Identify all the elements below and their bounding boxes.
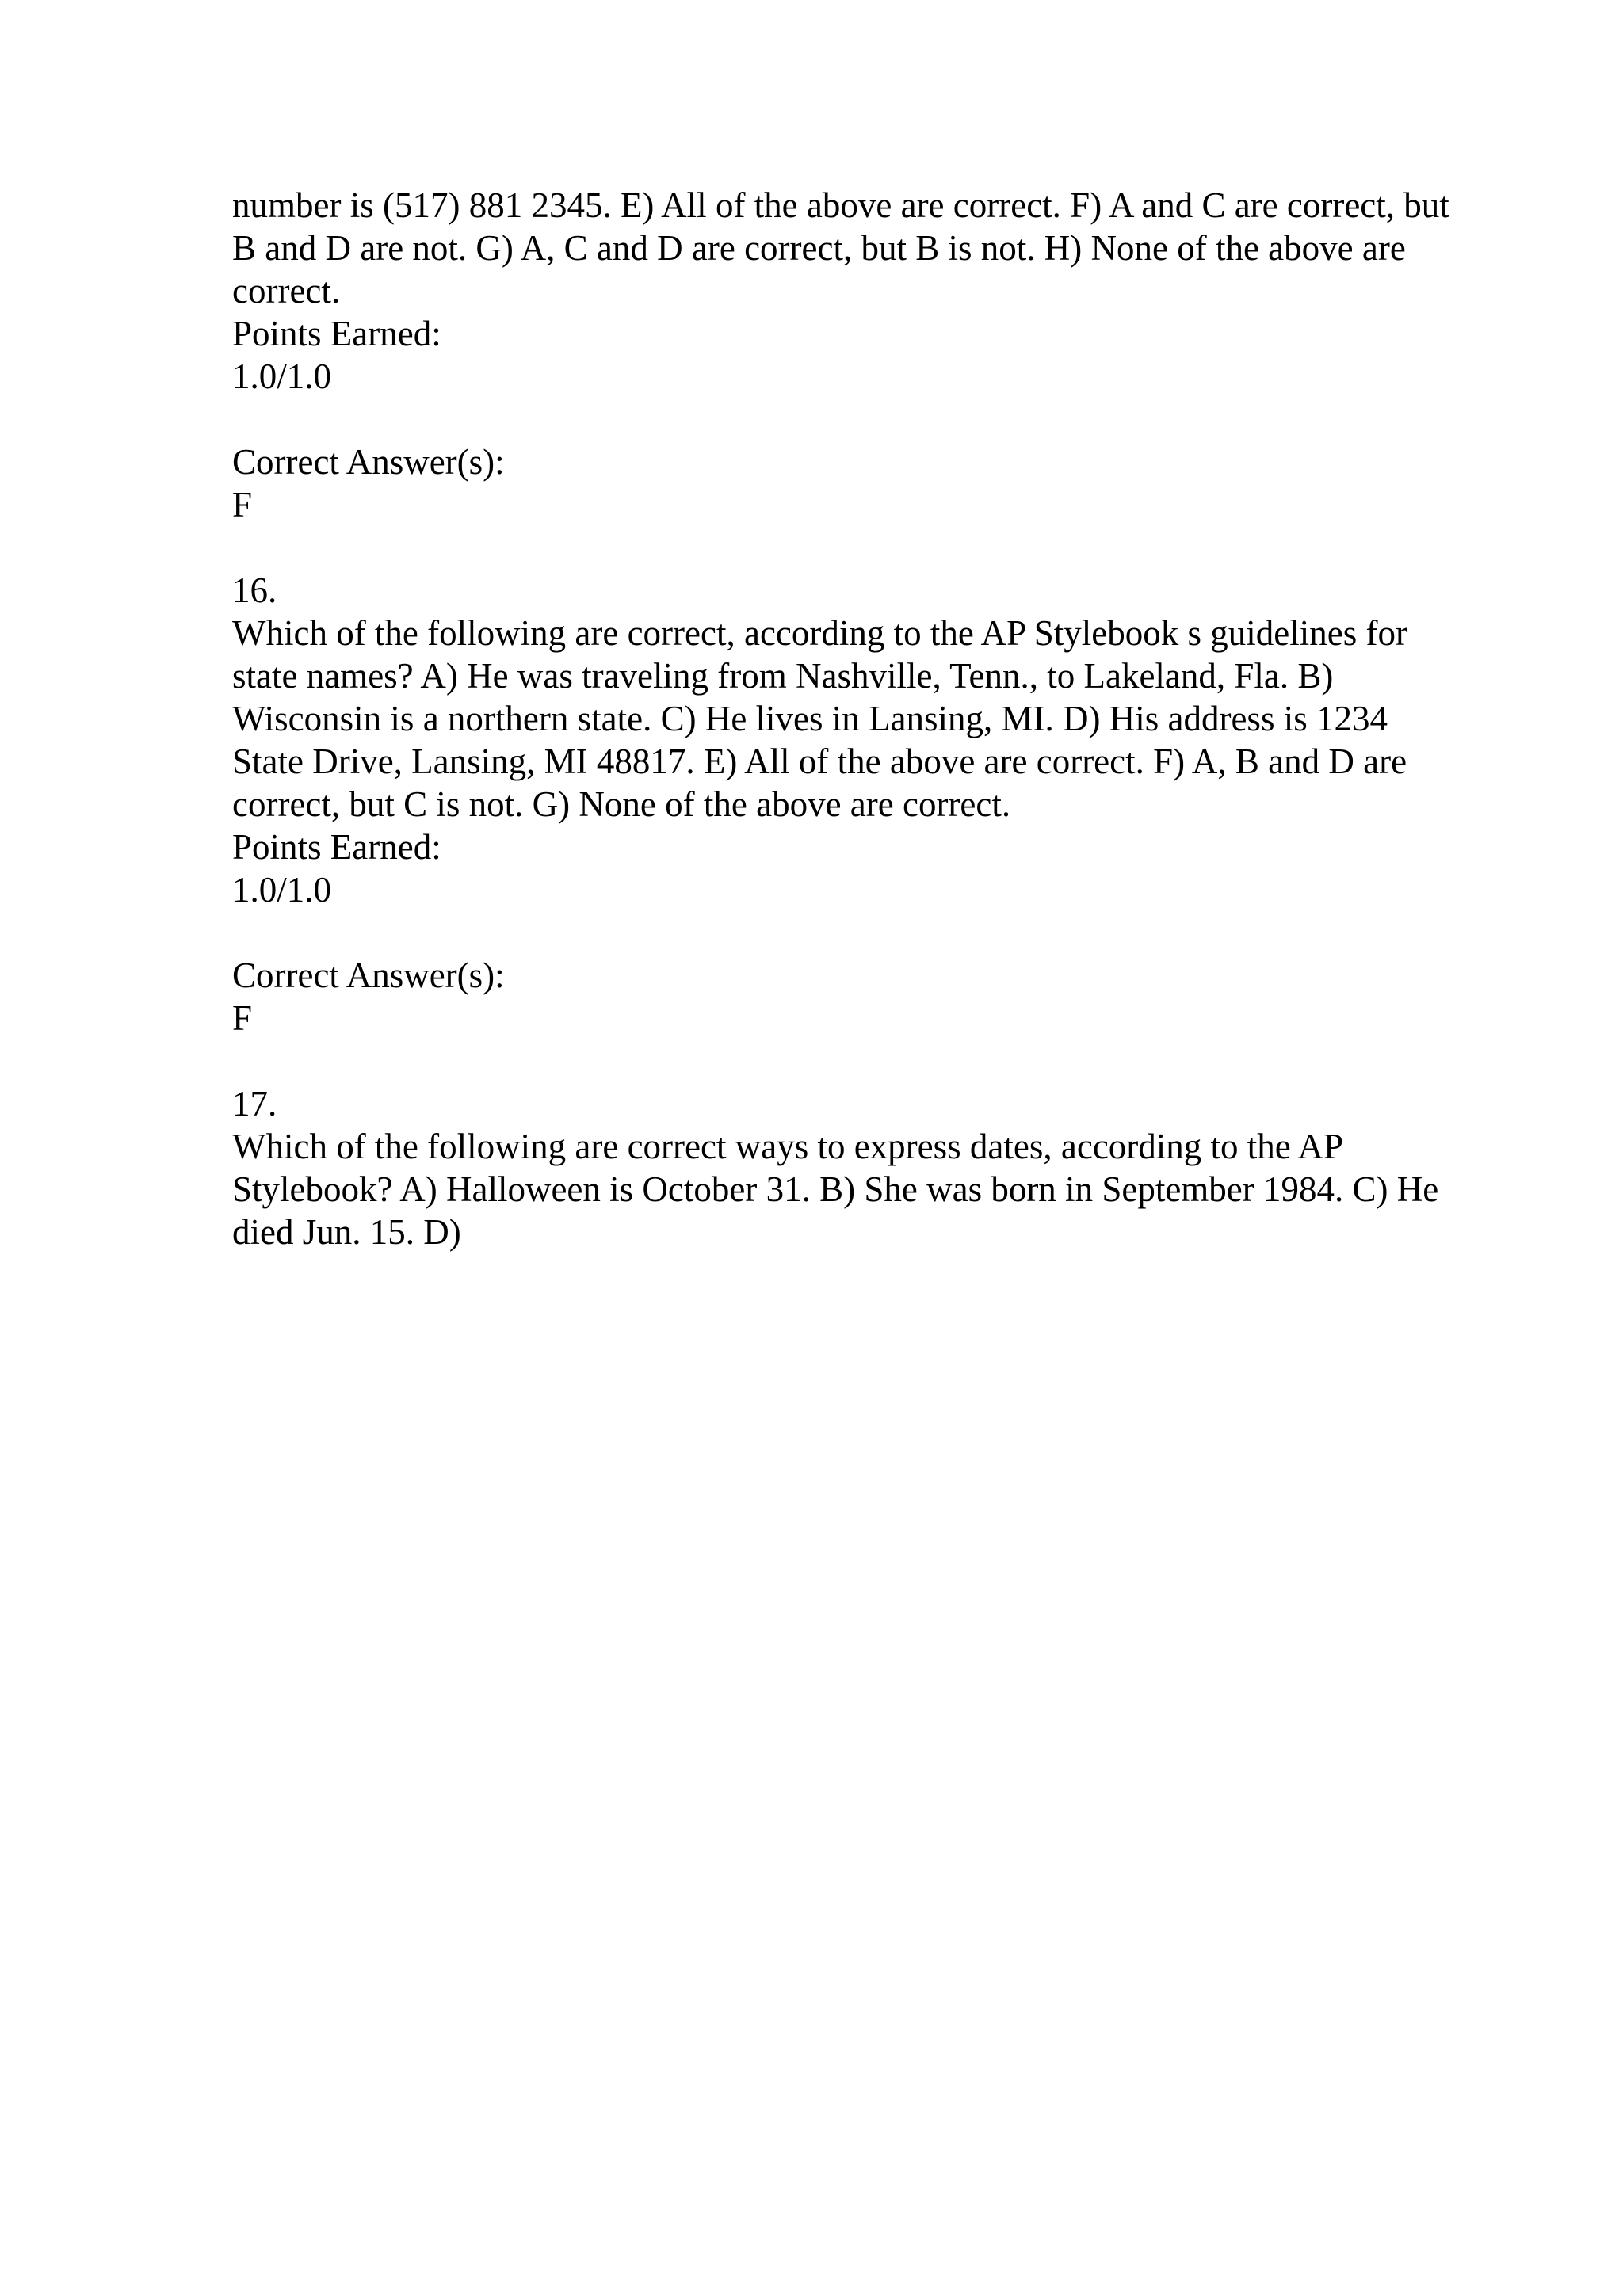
points-earned-label: Points Earned: xyxy=(232,314,441,353)
spacer xyxy=(232,1039,1524,1082)
question-text-line: correct, but C is not. G) None of the above are correct. xyxy=(232,784,1011,824)
question-text-line: Which of the following are correct ways to express dates, according to the AP xyxy=(232,1127,1344,1166)
correct-answer-value: F xyxy=(232,485,253,524)
spacer xyxy=(232,911,1524,954)
question-text-line: B and D are not. G) A, C and D are correct, but B is not. H) None of the above are xyxy=(232,228,1406,268)
question-text-line: State Drive, Lansing, MI 48817. E) All of the above are correct. F) A, B and D are xyxy=(232,742,1407,781)
question-text-line: number is (517) 881 2345. E) All of the above are correct. F) A and C are correct, but xyxy=(232,185,1449,225)
question-16 xyxy=(232,569,1524,1082)
document-body xyxy=(232,184,1524,1253)
question-17 xyxy=(232,1082,1524,1253)
question-number: 16. xyxy=(232,570,277,610)
spacer xyxy=(232,526,1524,569)
question-text-line: state names? A) He was traveling from Nashville, Tenn., to Lakeland, Fla. B) xyxy=(232,656,1334,696)
correct-answer-label: Correct Answer(s): xyxy=(232,442,505,482)
question-text-line: Wisconsin is a northern state. C) He lives in Lansing, MI. D) His address is 1234 xyxy=(232,699,1388,738)
question-text-line: Stylebook? A) Halloween is October 31. B) She was born in September 1984. C) He xyxy=(232,1169,1439,1209)
question-text-line: correct. xyxy=(232,271,341,311)
points-earned-value: 1.0/1.0 xyxy=(232,357,332,396)
question-text-line: died Jun. 15. D) xyxy=(232,1212,461,1252)
correct-answer-value: F xyxy=(232,998,253,1038)
question-text-line: Which of the following are correct, according to the AP Stylebook s guidelines for xyxy=(232,613,1407,653)
points-earned-label: Points Earned: xyxy=(232,827,441,867)
spacer xyxy=(232,398,1524,441)
correct-answer-label: Correct Answer(s): xyxy=(232,955,505,995)
question-15-continuation xyxy=(232,184,1524,569)
question-number: 17. xyxy=(232,1084,277,1123)
points-earned-value: 1.0/1.0 xyxy=(232,870,332,910)
